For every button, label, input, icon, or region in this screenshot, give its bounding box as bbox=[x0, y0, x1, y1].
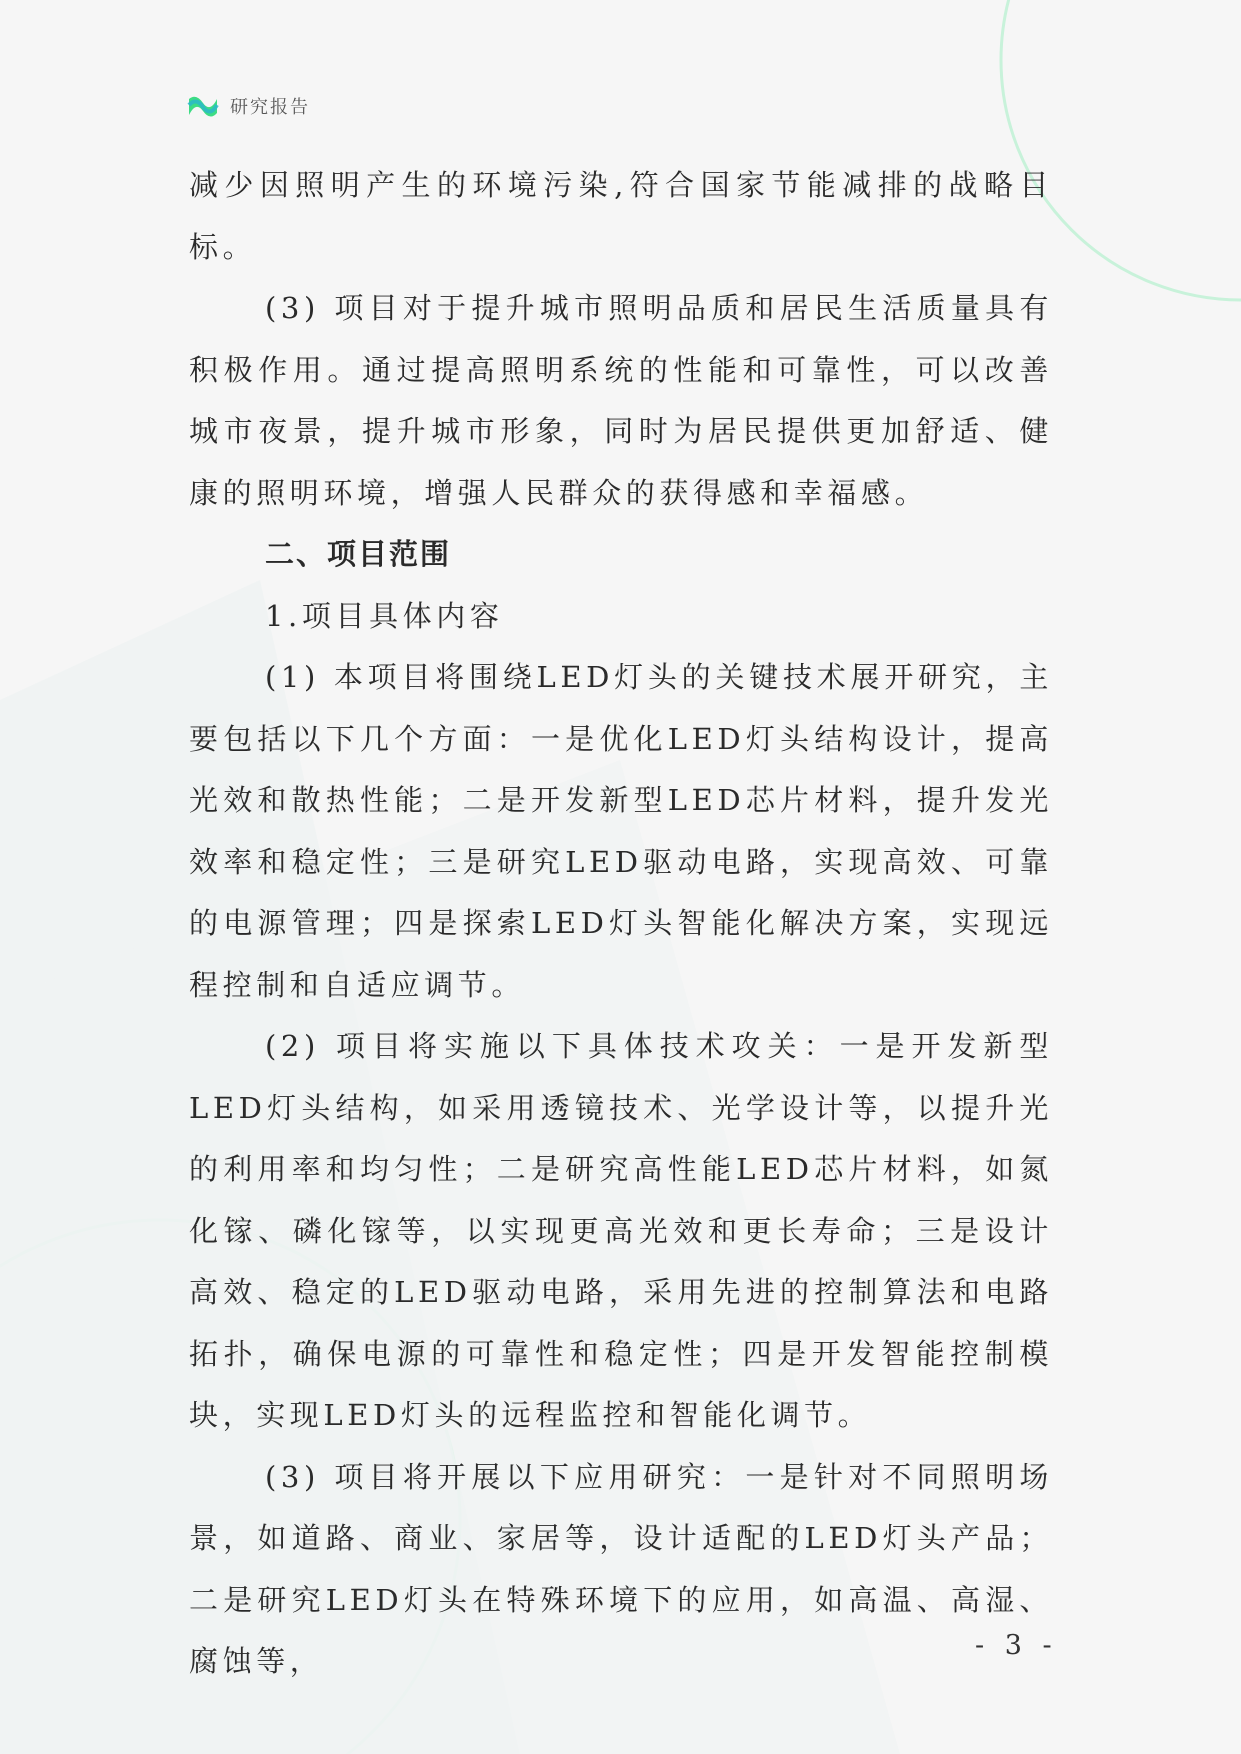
subsection-heading: 1.项目具体内容 bbox=[265, 598, 504, 633]
paragraph-item-1: (1) 本项目将围绕LED灯头的关键技术展开研究，主要包括以下几个方面：一是优化LED灯头结构设计，提高光效和散热性能；二是开发新型LED芯片材料，提升发光效率和稳定性；三是研究LED驱动电路，实现高效、可靠的电源管理；四是探索LED灯头智能化解决方案，实现远程控制和自适应调节。 bbox=[189, 660, 1053, 1002]
brand-logo-icon bbox=[186, 91, 220, 121]
paragraph-item-3: (3) 项目将开展以下应用研究：一是针对不同照明场景，如道路、商业、家居等，设计适配的LED灯头产品；二是研究LED灯头在特殊环境下的应用，如高温、高湿、腐蚀等， bbox=[189, 1459, 1053, 1678]
report-header bbox=[186, 88, 310, 124]
paragraph-item-2: (2) 项目将实施以下具体技术攻关：一是开发新型LED灯头结构，如采用透镜技术、光学设计等，以提升光的利用率和均匀性；二是研究高性能LED芯片材料，如氮化镓、磷化镓等，以实现更高光效和更长寿命；三是设计高效、稳定的LED驱动电路，采用先进的控制算法和电路拓扑，确保电源的可靠性和稳定性；四是开发智能控制模块，实现LED灯头的远程监控和智能化调节。 bbox=[189, 1029, 1053, 1432]
document-body bbox=[189, 155, 1053, 1693]
paragraph-item-3-significance: (3) 项目对于提升城市照明品质和居民生活质量具有积极作用。通过提高照明系统的性能和可靠性，可以改善城市夜景，提升城市形象，同时为居民提供更加舒适、健康的照明环境，增强人民群众的获得感和幸福感。 bbox=[189, 291, 1053, 510]
page-number: - 3 - bbox=[975, 1630, 1058, 1661]
paragraph-continuation: 减少因照明产生的环境污染,符合国家节能减排的战略目标。 bbox=[189, 168, 1053, 264]
section-heading: 二、项目范围 bbox=[265, 537, 452, 571]
header-title: 研究报告 bbox=[230, 97, 310, 118]
